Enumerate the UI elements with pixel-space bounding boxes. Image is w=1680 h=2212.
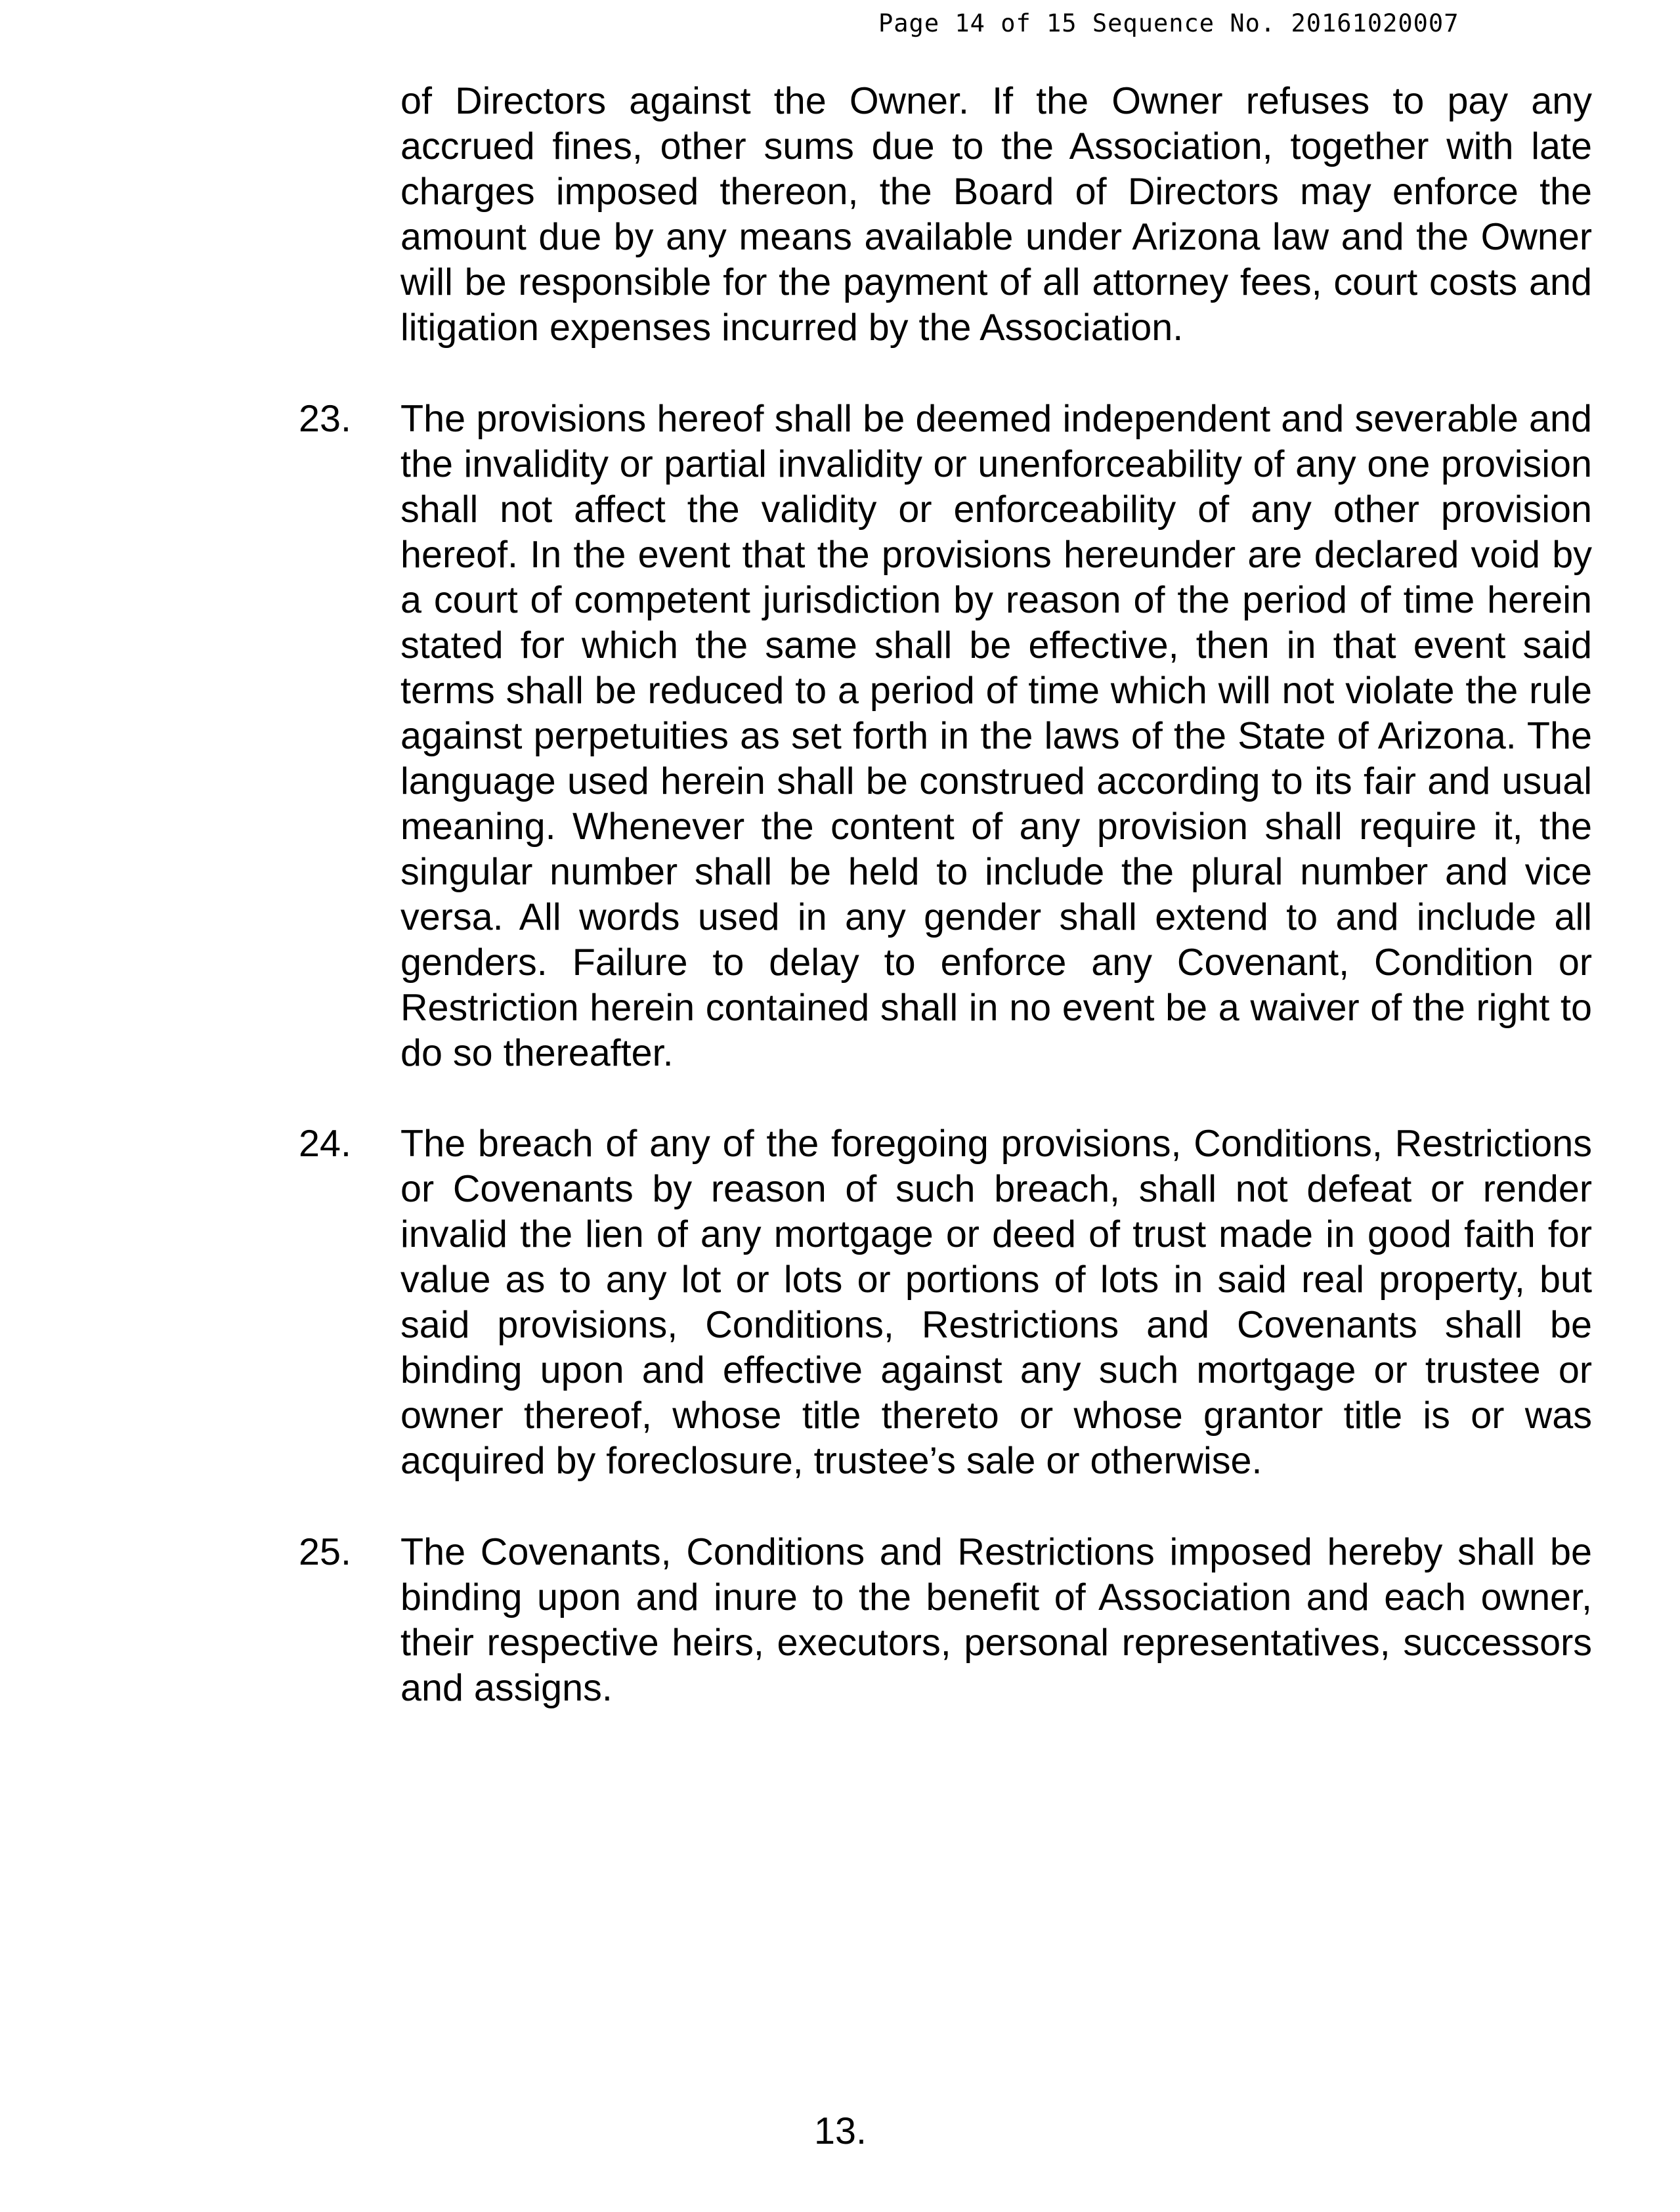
clause-text: The provisions hereof shall be deemed independent and severable and the invalidity or partial invalidity or unenforceability of any one provision shall not affect the validity or enforceability of any other provision hereof. In the event that the provisions hereunder are declared void by a court of competent jurisdiction by reason of the period of time herein stated for which the same shall be effective, then in that event said terms shall be reduced to a period of time which will not violate the rule against perpetuities as set forth in the laws of the State of Arizona. The language used herein shall be construed according to its fair and usual meaning. Whenever the content of any provision shall require it, the singular number shall be held to include the plural number and vice versa. All words used in any gender shall extend to and include all genders. Failure to delay to enforce any Covenant, Condition or Restriction herein contained shall in no event be a waiver of the right to do so thereafter.	[400, 398, 1592, 1074]
continued-paragraph: of Directors against the Owner. If the Owner refuses to pay any accrued fines, other sums due to the Association, together with late charges imposed thereon, the Board of Directors may enforce the amount due by any means available under Arizona law and the Owner will be responsible for the payment of all attorney fees, court costs and litigation expenses incurred by the Association.	[400, 80, 1592, 349]
page-number: 13.	[814, 2110, 867, 2152]
page-sequence-header: Page 14 of 15 Sequence No. 20161020007	[878, 9, 1459, 37]
clause-text: The breach of any of the foregoing provisions, Conditions, Restrictions or Covenants by reason of such breach, shall not defeat or render invalid the lien of any mortgage or deed of trust made in good faith for value as to any lot or lots or portions of lots in said real property, but said provisions, Conditions, Restrictions and Covenants shall be binding upon and effective against any such mortgage or trustee or owner thereof, whose title thereto or whose grantor title is or was acquired by foreclosure, trustee’s sale or otherwise.	[400, 1123, 1592, 1482]
clause-number: 23.	[299, 398, 351, 440]
clause-text: The Covenants, Conditions and Restrictions imposed hereby shall be binding upon and inure to the benefit of Association and each owner, their respective heirs, executors, personal representatives, successors and assigns.	[400, 1531, 1592, 1709]
clause-number: 25.	[299, 1531, 351, 1573]
clause-number: 24.	[299, 1123, 351, 1165]
